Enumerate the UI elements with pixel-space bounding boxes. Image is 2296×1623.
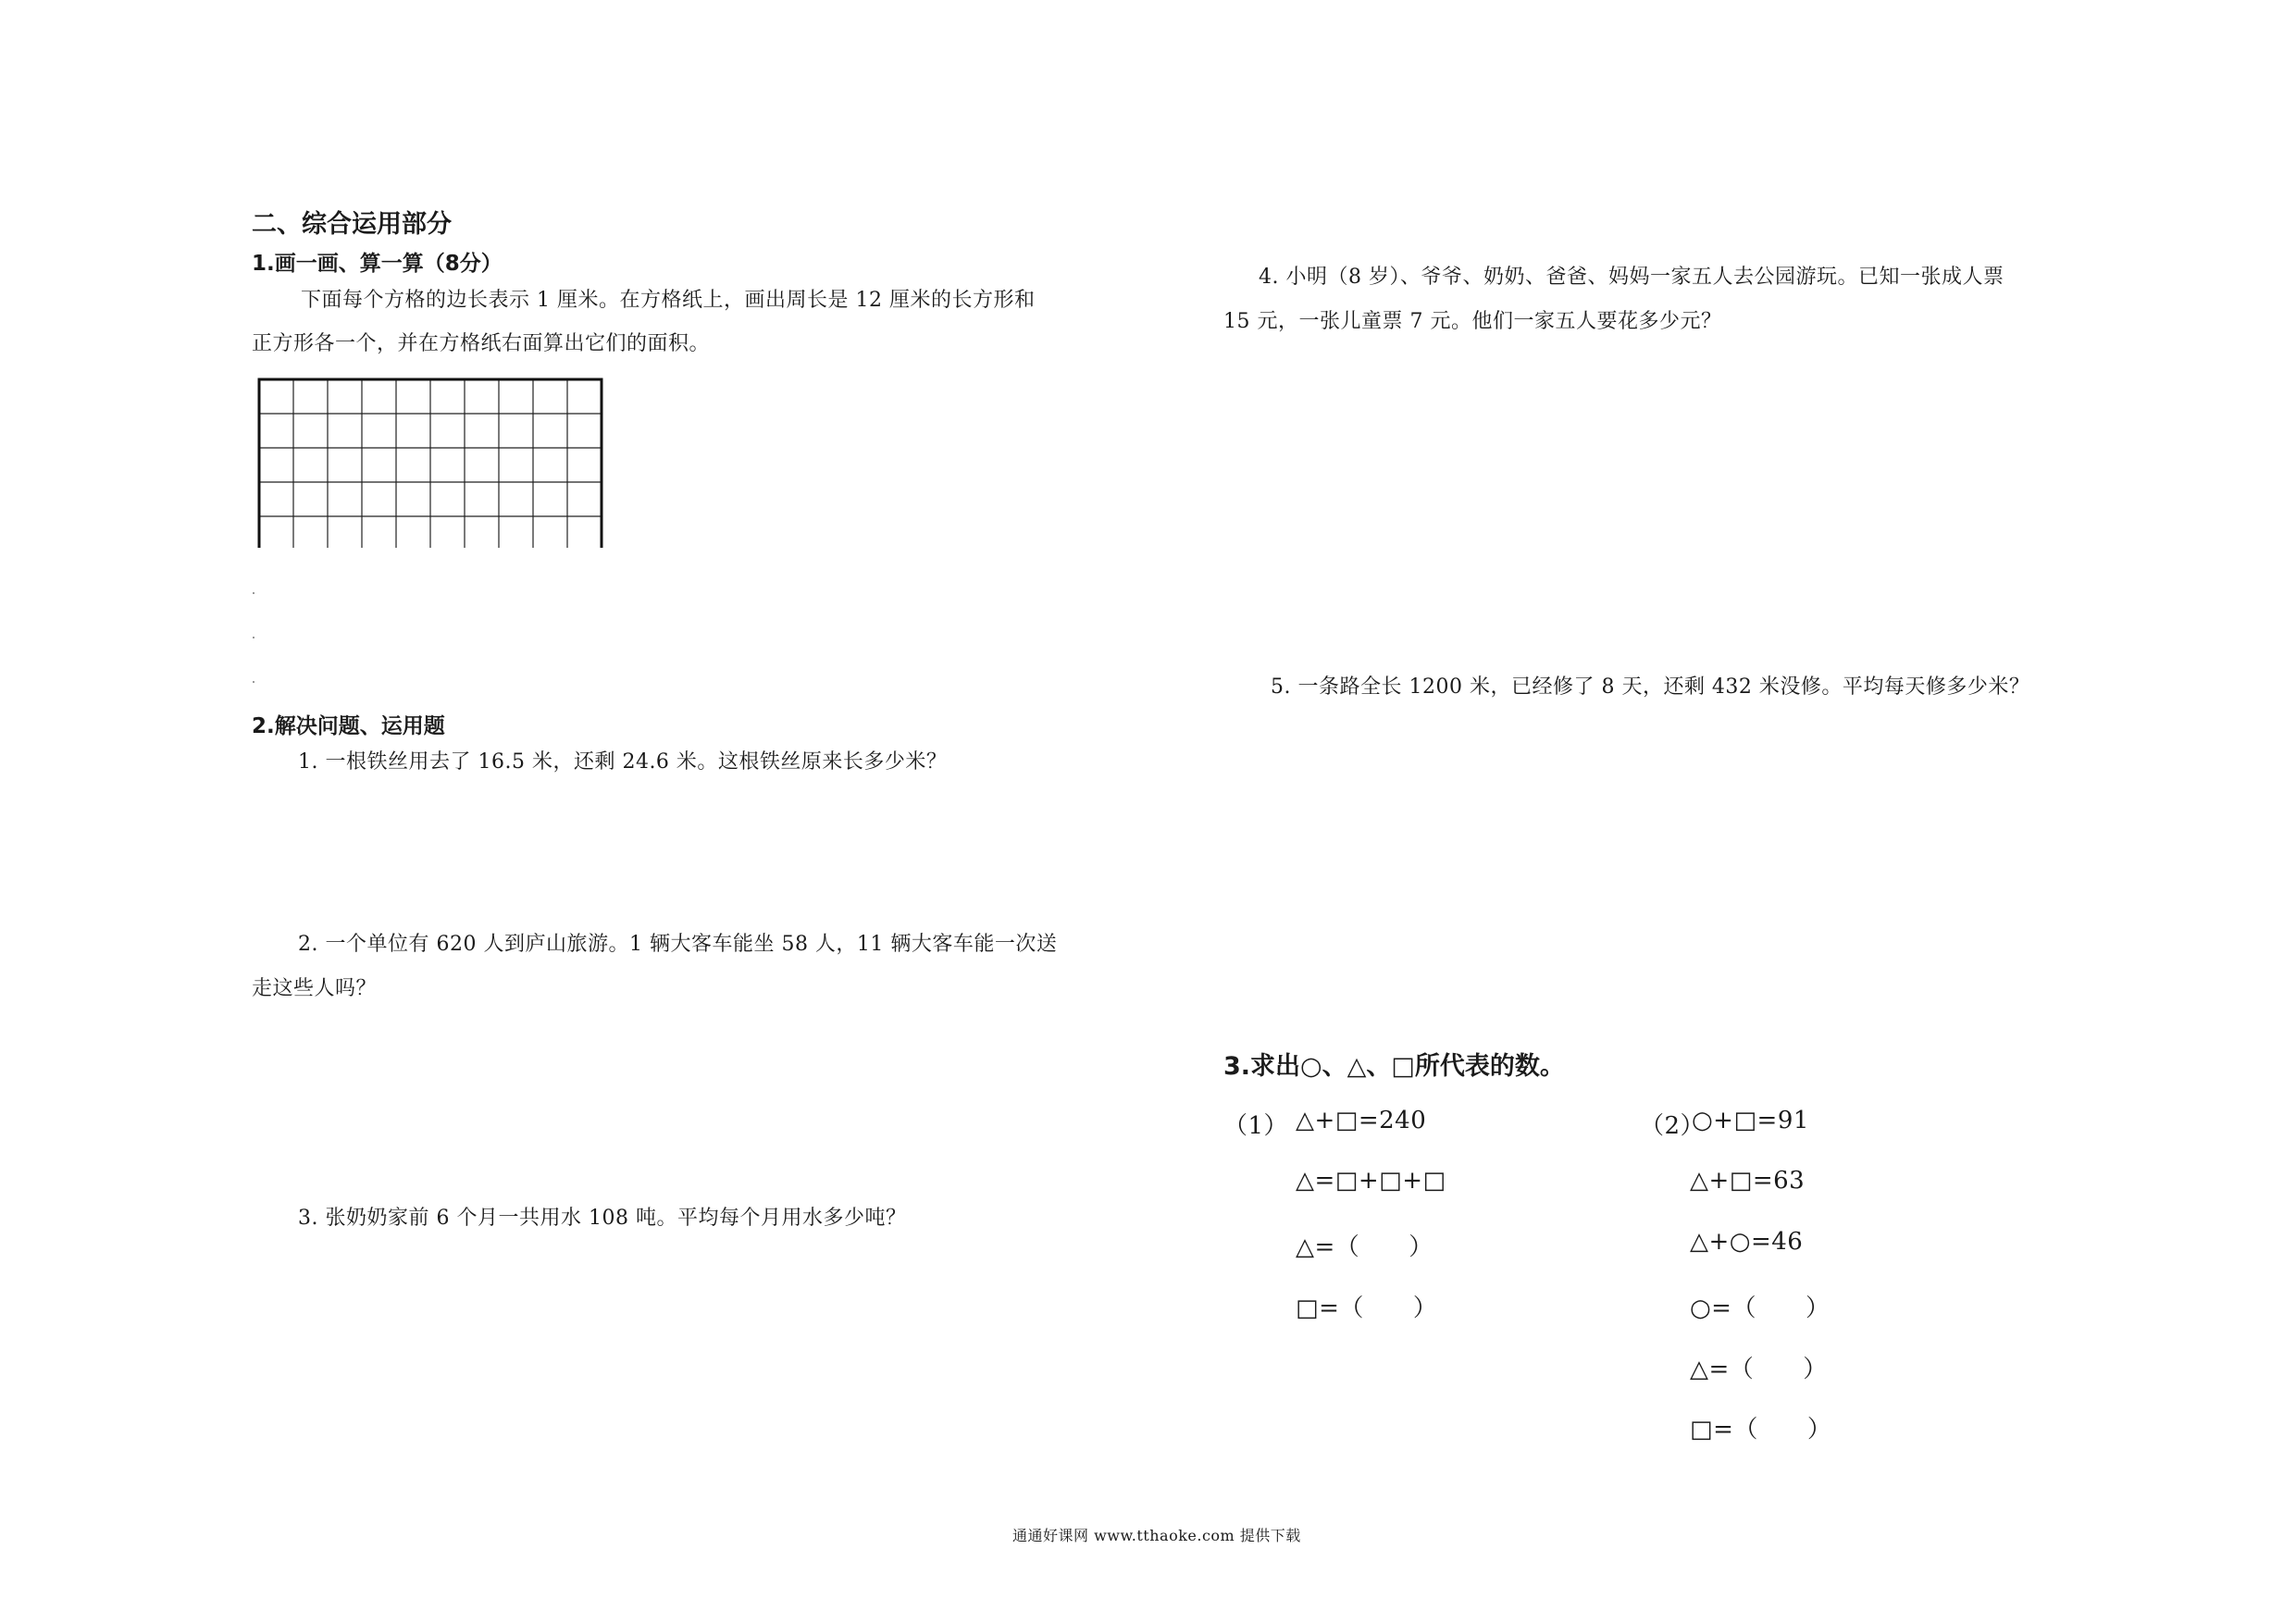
group2-line-5: △=（ ） [1690, 1356, 1828, 1383]
group2-label: （2） [1640, 1112, 1706, 1140]
group2-line-1: ○+□=91 [1692, 1107, 1809, 1134]
group1-label: （1） [1223, 1112, 1289, 1140]
part1-title: 1.画一画、算一算（8分） [252, 252, 503, 276]
group1-line-2: △=□+□+□ [1296, 1167, 1446, 1195]
scan-mark [253, 592, 254, 594]
part1-instruction-line1: 下面每个方格的边长表示 1 厘米。在方格纸上，画出周长是 12 厘米的长方形和 [301, 289, 1036, 312]
question-2-line2: 走这些人吗？ [252, 977, 378, 1000]
part3-title: 3.求出○、△、□所代表的数。 [1223, 1052, 1565, 1081]
group2-line-3: △+○=46 [1690, 1228, 1804, 1256]
part1-instruction-line2: 正方形各一个，并在方格纸右面算出它们的面积。 [252, 332, 711, 355]
question-2-line1: 2. 一个单位有 620 人到庐山旅游。1 辆大客车能坐 58 人，11 辆大客车能一次送 [298, 933, 1058, 956]
group2-line-4: ○=（ ） [1690, 1295, 1831, 1322]
group1-line-3: △=（ ） [1296, 1233, 1433, 1261]
footer-source: 通通好课网 www.tthaoke.com 提供下载 [1012, 1527, 1301, 1544]
scan-mark [253, 637, 254, 638]
question-4-line1: 4. 小明（8 岁）、爷爷、奶奶、爸爸、妈妈一家五人去公园游玩。已知一张成人票 [1259, 266, 2004, 289]
scan-mark [253, 681, 254, 683]
group1-line-4: □=（ ） [1296, 1295, 1438, 1322]
question-5: 5. 一条路全长 1200 米，已经修了 8 天，还剩 432 米没修。平均每天修多少米？ [1271, 675, 2030, 699]
group1-line-1: △+□=240 [1296, 1107, 1427, 1134]
grid-paper [257, 378, 607, 548]
group2-line-6: □=（ ） [1690, 1416, 1832, 1443]
part2-title: 2.解决问题、运用题 [252, 714, 445, 738]
section-title: 二、综合运用部分 [252, 210, 452, 239]
group2-line-2: △+□=63 [1690, 1167, 1806, 1195]
question-1: 1. 一根铁丝用去了 16.5 米，还剩 24.6 米。这根铁丝原来长多少米？ [298, 750, 948, 774]
question-3: 3. 张奶奶家前 6 个月一共用水 108 吨。平均每个月用水多少吨？ [298, 1207, 907, 1230]
question-4-line2: 15 元，一张儿童票 7 元。他们一家五人要花多少元？ [1223, 310, 1722, 333]
